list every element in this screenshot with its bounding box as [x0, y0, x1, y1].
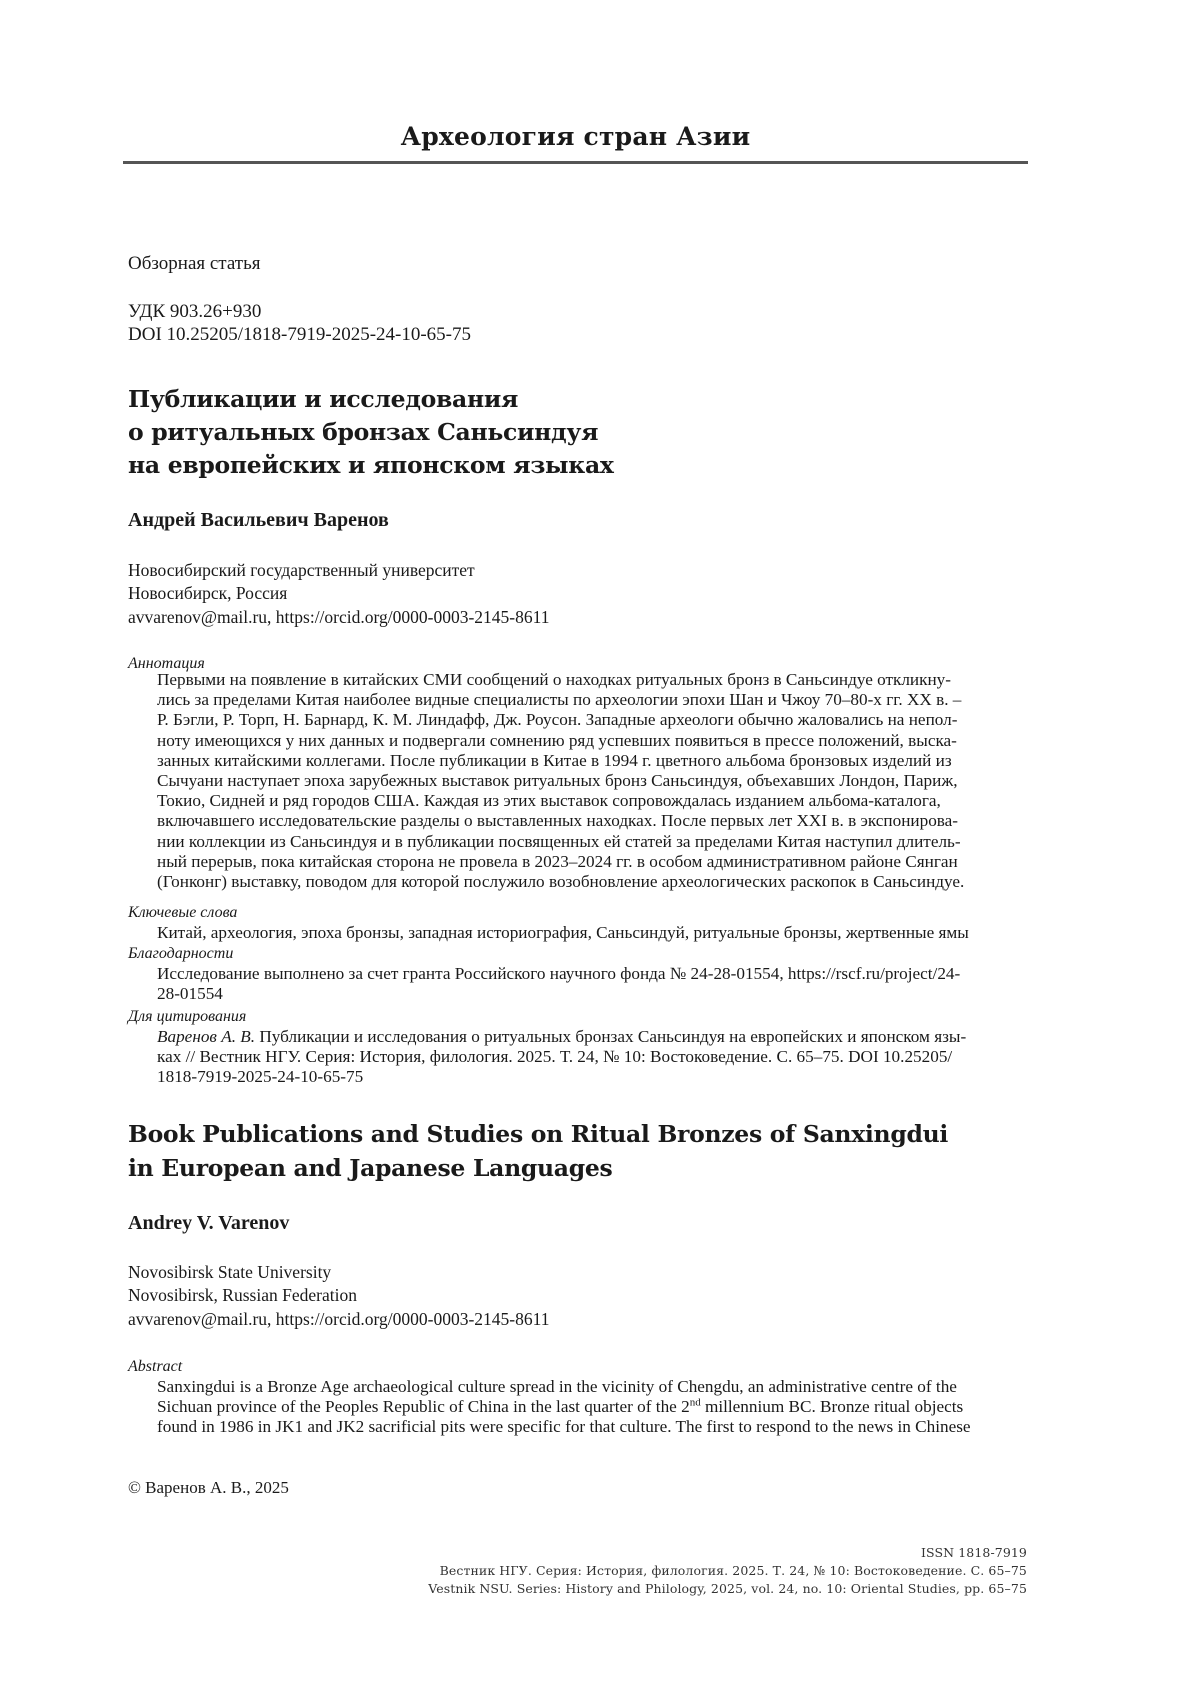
keywords-label: Ключевые слова: [128, 904, 238, 921]
english-abstract-line2-pre: Sichuan province of the Peoples Republic of China in the last quarter of the 2: [157, 1397, 690, 1417]
english-title-line: Book Publications and Studies on Ritual Bronzes of Sanxingdui: [128, 1120, 949, 1148]
citation-label: Для цитирования: [128, 1008, 247, 1025]
section-header: Археология стран Азии: [400, 122, 751, 151]
english-abstract-label: Abstract: [128, 1358, 183, 1375]
citation-line1-text: Публикации и исследования о ритуальных бронзах Саньсиндуя на европейских и японском язы-: [255, 1027, 967, 1046]
doi: DOI 10.25205/1818-7919-2025-24-10-65-75: [128, 324, 472, 345]
title-line: Публикации и исследования: [128, 385, 519, 413]
abstract-line: ноту имеющихся у них данных и подвергали сомнению ряд успевших появиться в прессе положений, выска-: [157, 730, 957, 750]
acknowledgments-line: 28-01554: [157, 984, 223, 1004]
acknowledgments-text: [157, 964, 1027, 1004]
abstract-line: лись за пределами Китая наиболее видные специалисты по археологии эпохи Шан и Чжоу 70–80-х гг. XX в. –: [157, 690, 962, 710]
abstract-line: включавшего исследовательские разделы о выставленных находках. После первых лет XXI в. в экспонирова-: [157, 811, 959, 831]
english-affiliation: [128, 1261, 357, 1307]
abstract-line: (Гонконг) выставку, поводом для которой послужило возобновление археологических раскопок в Саньсиндуе.: [157, 872, 965, 892]
abstract-line: Р. Бэгли, Р. Торп, Н. Барнард, К. М. Линдафф, Дж. Роусон. Западные археологи обычно жаловались на непол-: [157, 710, 958, 730]
citation-line: ках // Вестник НГУ. Серия: История, филология. 2025. Т. 24, № 10: Востоковедение. С. 65–75. DOI 10.25205/: [157, 1047, 953, 1067]
english-abstract-line: [157, 1397, 1027, 1417]
header-rule: [123, 161, 1028, 164]
udk: УДК 903.26+930: [128, 301, 262, 322]
affiliation-city: Новосибирск, Россия: [128, 583, 288, 603]
abstract-line: нии коллекции из Саньсиндуя и в публикации посвященных ей статей за пределами Китая наступил длитель-: [157, 831, 961, 851]
citation-line: [157, 1027, 1027, 1047]
footer-ru-citation: Вестник НГУ. Серия: История, филология. 2025. Т. 24, № 10: Востоковедение. С. 65–75: [439, 1563, 1027, 1578]
english-abstract-line: Sanxingdui is a Bronze Age archaeological culture spread in the vicinity of Chengdu, an administrative centre of the: [157, 1377, 957, 1396]
affiliation: [128, 559, 475, 605]
english-author-name: Andrey V. Varenov: [128, 1212, 290, 1234]
copyright-notice: © Варенов А. В., 2025: [128, 1478, 289, 1497]
footer-issn: ISSN 1818-7919: [920, 1545, 1027, 1560]
english-author-contact: avvarenov@mail.ru, https://orcid.org/0000-0003-2145-8611: [128, 1309, 550, 1329]
author-contact: avvarenov@mail.ru, https://orcid.org/0000-0003-2145-8611: [128, 607, 550, 627]
article-title: [128, 383, 614, 482]
abstract-line: Первыми на появление в китайских СМИ сообщений о находках ритуальных бронз в Саньсиндуе откликну-: [157, 670, 951, 689]
acknowledgments-line: Исследование выполнено за счет гранта Российского научного фонда № 24-28-01554, https://rscf.ru/project/24-: [157, 964, 961, 983]
footer-en-citation: Vestnik NSU. Series: History and Philology, 2025, vol. 24, no. 10: Oriental Studies, pp. 65–75: [428, 1581, 1027, 1596]
abstract-label: Аннотация: [128, 655, 205, 672]
abstract-line: Токио, Сидней и ряд городов США. Каждая из этих выставок сопровождалась изданием альбома-каталога,: [157, 791, 941, 811]
english-affiliation-city: Novosibirsk, Russian Federation: [128, 1285, 357, 1305]
english-abstract-line: found in 1986 in JK1 and JK2 sacrificial pits were specific for that culture. The first to respond to the news in Chinese: [157, 1417, 971, 1437]
abstract-text: [157, 670, 1027, 892]
english-affiliation-university: Novosibirsk State University: [128, 1262, 332, 1282]
affiliation-university: Новосибирский государственный университет: [128, 560, 475, 580]
abstract-line: Сычуани наступает эпоха зарубежных выставок ритуальных бронз Саньсиндуя, объехавших Лондон, Париж,: [157, 771, 958, 791]
keywords-text: Китай, археология, эпоха бронзы, западная историография, Саньсиндуй, ритуальные бронзы, жертвенные ямы: [157, 923, 969, 942]
citation-line: 1818-7919-2025-24-10-65-75: [157, 1067, 364, 1087]
abstract-line: ный перерыв, пока китайская сторона не провела в 2023–2024 гг. в особом административном районе Сянган: [157, 851, 958, 871]
author-name: Андрей Васильевич Варенов: [128, 509, 389, 531]
article-type: Обзорная статья: [128, 253, 261, 274]
abstract-line: занных китайскими коллегами. После публикации в Китае в 1994 г. цветного альбома бронзовых изделий из: [157, 750, 952, 770]
english-abstract-line2-post: millennium BC. Bronze ritual objects: [700, 1397, 964, 1417]
acknowledgments-label: Благодарности: [128, 945, 234, 962]
title-line: о ритуальных бронзах Саньсиндуя: [128, 418, 599, 446]
english-title-line: in European and Japanese Languages: [128, 1154, 613, 1182]
udk-doi-block: [128, 300, 471, 346]
english-abstract-text: [157, 1377, 1027, 1438]
ordinal-superscript: nd: [689, 1396, 701, 1409]
title-line: на европейских и японском языках: [128, 451, 614, 479]
citation-author: Варенов А. В.: [157, 1027, 256, 1046]
citation-text: [157, 1027, 1027, 1088]
english-title: [128, 1117, 948, 1185]
journal-footer: [428, 1544, 1027, 1598]
